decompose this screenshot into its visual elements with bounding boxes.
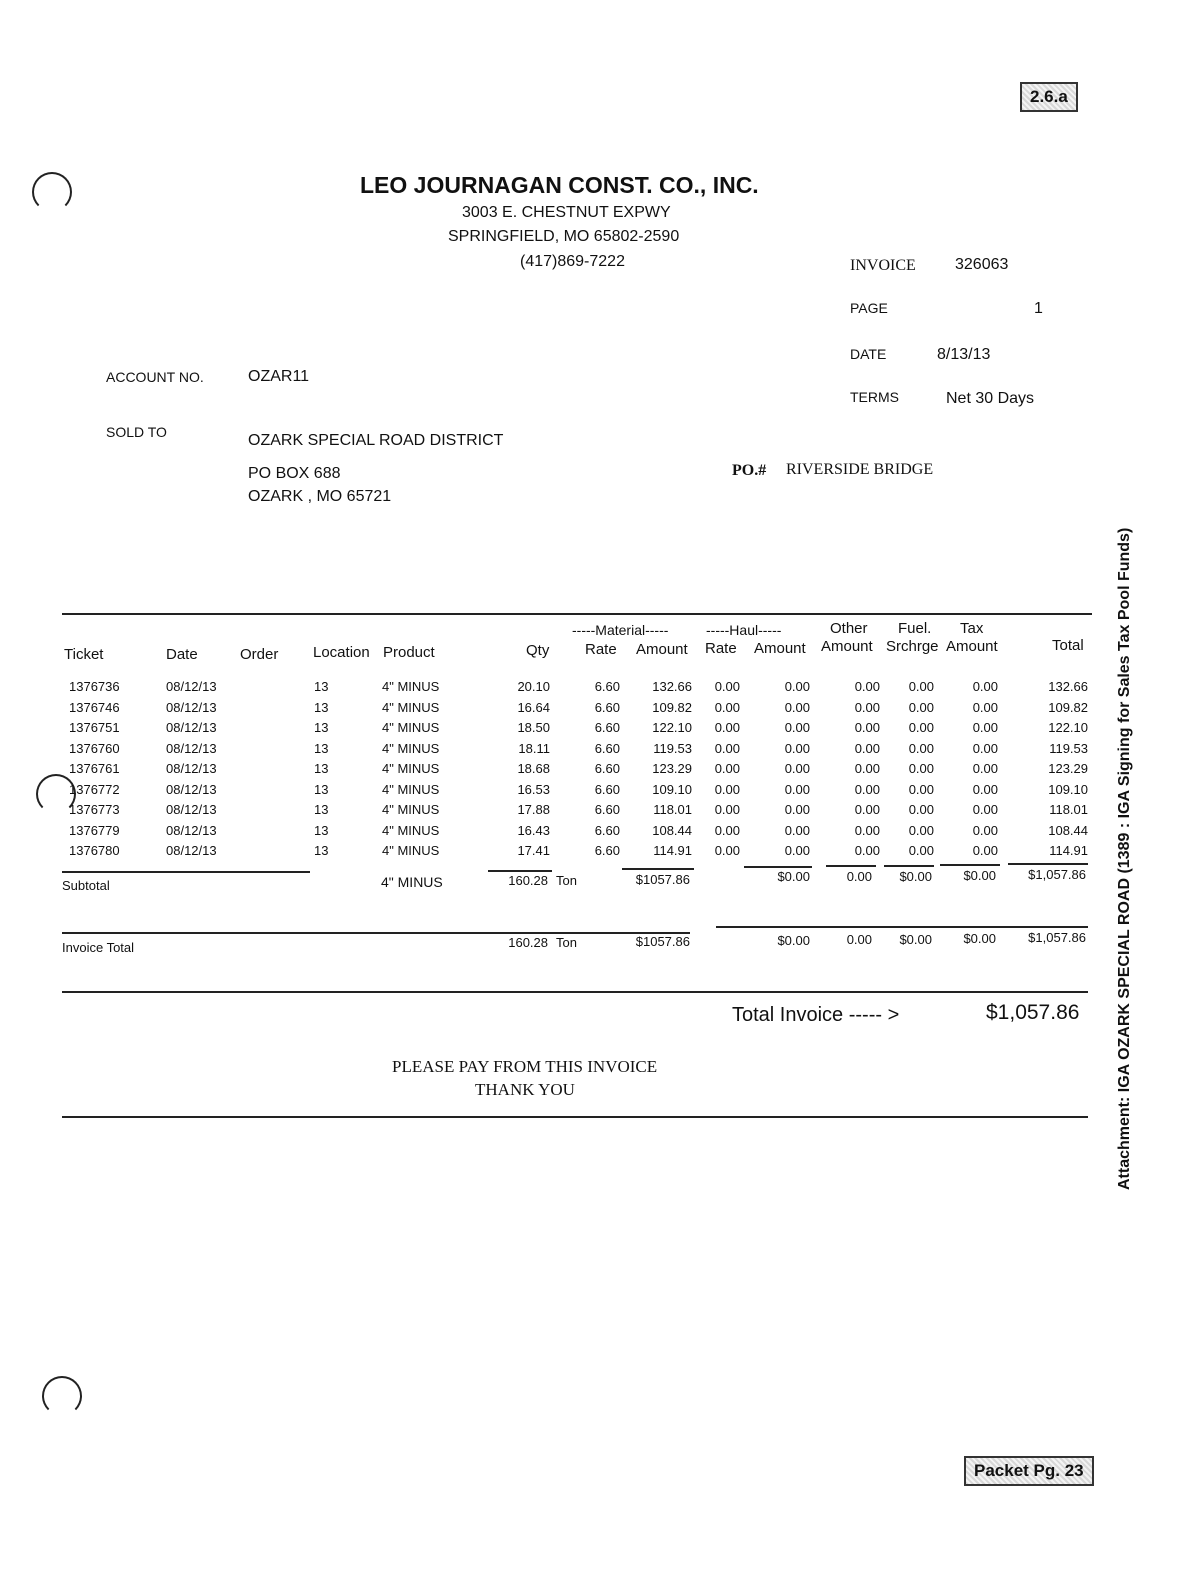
header-other-top: Other <box>830 620 868 637</box>
cell-fuel-surcharge: 0.00 <box>908 761 934 776</box>
cell-date: 08/12/13 <box>166 843 217 858</box>
cell-haul-rate: 0.00 <box>714 740 740 756</box>
cell-date: 08/12/13 <box>166 781 217 797</box>
header-material-rate: Rate <box>585 641 617 658</box>
cell-haul-rate: 0.00 <box>714 679 740 694</box>
header-other-amount: Amount <box>821 638 873 655</box>
cell-product: 4" MINUS <box>382 843 440 858</box>
subtotal-qty: 160.28 <box>508 873 548 888</box>
po-value: RIVERSIDE BRIDGE <box>786 461 934 478</box>
cell-tax-amount: 0.00 <box>972 802 998 817</box>
cell-material-amount: 132.66 <box>652 679 692 694</box>
cell-material-amount: 118.01 <box>653 802 692 817</box>
invoice-total-fuel: $0.00 <box>899 932 932 947</box>
hole-punch-top <box>32 172 72 212</box>
header-haul-amount: Amount <box>754 640 806 657</box>
cell-product: 4" MINUS <box>382 679 440 694</box>
invoice-total-total: $1,057.86 <box>1028 930 1086 945</box>
invoice-total-haul-amount: $0.00 <box>777 933 810 948</box>
cell-qty: 20.10 <box>517 679 550 694</box>
invoice-total-tax: $0.00 <box>963 931 996 946</box>
cell-location: 13 <box>314 822 329 838</box>
cell-ticket: 1376780 <box>69 843 120 858</box>
cell-other-amount: 0.00 <box>854 802 880 817</box>
cell-tax-amount: 0.00 <box>972 720 998 735</box>
cell-material-amount: 119.53 <box>653 740 692 756</box>
cell-total: 118.01 <box>1049 802 1088 817</box>
cell-qty: 17.41 <box>517 843 550 858</box>
cell-fuel-surcharge: 0.00 <box>908 720 934 735</box>
cell-other-amount: 0.00 <box>854 740 880 756</box>
subtotal-total: $1,057.86 <box>1028 867 1086 882</box>
cell-ticket: 1376736 <box>69 679 120 694</box>
cell-qty: 16.43 <box>517 822 550 838</box>
cell-qty: 18.68 <box>517 761 550 776</box>
cell-qty: 18.50 <box>517 720 550 735</box>
company-address-1: 3003 E. CHESTNUT EXPWY <box>462 204 671 221</box>
cell-fuel-surcharge: 0.00 <box>908 679 934 694</box>
subtotal-other: 0.00 <box>846 869 872 884</box>
cell-haul-amount: 0.00 <box>784 781 810 797</box>
invoice-total-label: Invoice Total <box>62 940 135 955</box>
cell-location: 13 <box>314 802 329 817</box>
cell-haul-rate: 0.00 <box>714 843 740 858</box>
cell-haul-rate: 0.00 <box>714 720 740 735</box>
account-number: OZAR11 <box>248 368 310 385</box>
attachment-side-note: Attachment: IGA OZARK SPECIAL ROAD (1389 : IGA Signing for Sales Tax Pool Funds) <box>1116 527 1133 1190</box>
cell-other-amount: 0.00 <box>854 699 880 715</box>
cell-tax-amount: 0.00 <box>972 699 998 715</box>
cell-location: 13 <box>314 720 329 735</box>
cell-other-amount: 0.00 <box>854 843 880 858</box>
header-order: Order <box>240 646 279 663</box>
cell-date: 08/12/13 <box>166 699 217 715</box>
grand-total-amount: $1,057.86 <box>986 1001 1080 1024</box>
cell-material-amount: 109.10 <box>652 781 692 797</box>
sold-to-label: SOLD TO <box>106 424 167 440</box>
cell-material-rate: 6.60 <box>594 740 620 756</box>
header-date: Date <box>166 646 198 663</box>
cell-date: 08/12/13 <box>166 740 217 756</box>
footer-thank-you: THANK YOU <box>475 1080 575 1099</box>
cell-fuel-surcharge: 0.00 <box>908 822 934 838</box>
header-haul-rate: Rate <box>705 640 737 657</box>
group-material-label: -----Material----- <box>572 622 669 638</box>
cell-total: 108.44 <box>1048 822 1088 838</box>
cell-product: 4" MINUS <box>382 699 440 715</box>
hole-punch-bottom <box>42 1376 82 1416</box>
po-label: PO.# <box>732 462 767 479</box>
customer-address-2: OZARK , MO 65721 <box>248 488 392 505</box>
subtotal-rule-tax <box>940 864 1000 866</box>
subtotal-fuel: $0.00 <box>899 869 932 884</box>
cell-fuel-surcharge: 0.00 <box>908 781 934 797</box>
company-name: LEO JOURNAGAN CONST. CO., INC. <box>360 172 759 198</box>
cell-haul-amount: 0.00 <box>784 699 810 715</box>
subtotal-rule-material <box>622 868 694 870</box>
cell-material-rate: 6.60 <box>594 699 620 715</box>
cell-product: 4" MINUS <box>382 761 440 776</box>
cell-fuel-surcharge: 0.00 <box>908 802 934 817</box>
cell-material-rate: 6.60 <box>594 679 620 694</box>
subtotal-rule-haul <box>744 866 812 868</box>
attachment-stamp: 2.6.a <box>1020 82 1078 112</box>
header-ticket: Ticket <box>64 646 104 663</box>
header-location: Location <box>313 644 370 661</box>
footer-pay-note: PLEASE PAY FROM THIS INVOICE <box>392 1057 658 1076</box>
cell-date: 08/12/13 <box>166 802 217 817</box>
subtotal-rule-qty <box>488 870 552 872</box>
cell-material-rate: 6.60 <box>594 822 620 838</box>
table-top-rule <box>62 613 1092 615</box>
cell-other-amount: 0.00 <box>854 679 880 694</box>
cell-date: 08/12/13 <box>166 720 217 735</box>
cell-material-amount: 108.44 <box>652 822 692 838</box>
cell-ticket: 1376779 <box>69 822 120 838</box>
cell-tax-amount: 0.00 <box>972 843 998 858</box>
customer-address-1: PO BOX 688 <box>248 465 341 482</box>
cell-material-rate: 6.60 <box>594 720 620 735</box>
invoice-date: 8/13/13 <box>937 346 991 363</box>
cell-tax-amount: 0.00 <box>972 761 998 776</box>
customer-name: OZARK SPECIAL ROAD DISTRICT <box>248 432 504 449</box>
cell-product: 4" MINUS <box>382 740 440 756</box>
cell-other-amount: 0.00 <box>854 761 880 776</box>
subtotal-product: 4" MINUS <box>381 874 443 890</box>
invoice-total-material-amount: $1057.86 <box>635 934 690 949</box>
cell-ticket: 1376773 <box>69 802 120 817</box>
packet-page-stamp: Packet Pg. 23 <box>964 1456 1094 1486</box>
header-material-amount: Amount <box>636 641 688 658</box>
cell-qty: 16.64 <box>517 699 550 715</box>
cell-location: 13 <box>314 843 329 858</box>
cell-haul-amount: 0.00 <box>784 822 810 838</box>
cell-product: 4" MINUS <box>382 720 440 735</box>
cell-haul-amount: 0.00 <box>784 802 810 817</box>
cell-total: 114.91 <box>1049 843 1088 858</box>
terms-label: TERMS <box>850 389 899 405</box>
cell-ticket: 1376772 <box>69 781 120 797</box>
cell-haul-amount: 0.00 <box>784 761 810 776</box>
cell-ticket: 1376746 <box>69 699 120 715</box>
cell-location: 13 <box>314 699 329 715</box>
cell-material-amount: 123.29 <box>652 761 692 776</box>
header-fuel-top: Fuel. <box>898 620 932 637</box>
page-label: PAGE <box>850 300 888 316</box>
terms-value: Net 30 Days <box>946 390 1035 407</box>
cell-haul-amount: 0.00 <box>784 679 810 694</box>
footer-rule <box>62 1116 1088 1118</box>
cell-total: 122.10 <box>1048 720 1088 735</box>
cell-total: 109.10 <box>1048 781 1088 797</box>
subtotal-rule-left <box>62 871 310 873</box>
invoice-total-rule-left <box>62 932 690 934</box>
cell-date: 08/12/13 <box>166 761 217 776</box>
invoice-total-unit: Ton <box>556 935 577 950</box>
grand-total-rule <box>62 991 1088 993</box>
cell-material-rate: 6.60 <box>594 781 620 797</box>
subtotal-rule-total <box>1008 863 1088 865</box>
cell-material-rate: 6.60 <box>594 843 620 858</box>
page-number: 1 <box>1034 300 1043 317</box>
invoice-total-qty: 160.28 <box>508 935 548 950</box>
company-address-2: SPRINGFIELD, MO 65802-2590 <box>448 228 680 245</box>
header-tax-amount: Amount <box>946 638 998 655</box>
cell-product: 4" MINUS <box>382 822 440 838</box>
cell-tax-amount: 0.00 <box>972 781 998 797</box>
cell-material-amount: 109.82 <box>652 699 692 715</box>
header-fuel-surcharge: Srchrge <box>886 638 939 655</box>
cell-qty: 18.11 <box>518 740 550 756</box>
cell-material-amount: 122.10 <box>652 720 692 735</box>
cell-haul-amount: 0.00 <box>784 740 810 756</box>
invoice-number: 326063 <box>955 256 1009 273</box>
cell-qty: 17.88 <box>517 802 550 817</box>
cell-location: 13 <box>314 761 329 776</box>
cell-ticket: 1376761 <box>69 761 120 776</box>
company-phone: (417)869-7222 <box>520 253 625 270</box>
subtotal-material-amount: $1057.86 <box>635 872 690 887</box>
group-haul-label: -----Haul----- <box>706 622 782 638</box>
cell-ticket: 1376751 <box>69 720 120 735</box>
date-label: DATE <box>850 346 887 362</box>
cell-haul-amount: 0.00 <box>784 843 810 858</box>
cell-tax-amount: 0.00 <box>972 679 998 694</box>
cell-other-amount: 0.00 <box>854 822 880 838</box>
cell-material-rate: 6.60 <box>594 802 620 817</box>
header-qty: Qty <box>526 642 550 659</box>
cell-haul-rate: 0.00 <box>714 822 740 838</box>
cell-fuel-surcharge: 0.00 <box>908 699 934 715</box>
cell-haul-rate: 0.00 <box>714 761 740 776</box>
cell-location: 13 <box>314 781 329 797</box>
header-total: Total <box>1052 637 1084 654</box>
account-label: ACCOUNT NO. <box>106 369 204 385</box>
header-product: Product <box>383 644 435 661</box>
cell-haul-rate: 0.00 <box>714 699 740 715</box>
cell-material-amount: 114.91 <box>653 843 692 858</box>
subtotal-rule-other <box>826 865 876 867</box>
cell-total: 109.82 <box>1048 699 1088 715</box>
grand-total-label: Total Invoice ----- > <box>732 1004 900 1026</box>
cell-other-amount: 0.00 <box>854 781 880 797</box>
subtotal-haul-amount: $0.00 <box>777 869 810 884</box>
invoice-total-rule-right <box>716 926 1088 928</box>
cell-tax-amount: 0.00 <box>972 740 998 756</box>
cell-qty: 16.53 <box>517 781 550 797</box>
cell-total: 132.66 <box>1048 679 1088 694</box>
cell-haul-rate: 0.00 <box>714 781 740 797</box>
cell-total: 123.29 <box>1048 761 1088 776</box>
cell-material-rate: 6.60 <box>594 761 620 776</box>
cell-product: 4" MINUS <box>382 802 440 817</box>
cell-location: 13 <box>314 740 329 756</box>
cell-product: 4" MINUS <box>382 781 440 797</box>
cell-tax-amount: 0.00 <box>972 822 998 838</box>
cell-other-amount: 0.00 <box>854 720 880 735</box>
subtotal-rule-fuel <box>884 865 934 867</box>
cell-haul-rate: 0.00 <box>714 802 740 817</box>
subtotal-unit: Ton <box>556 873 577 888</box>
subtotal-tax: $0.00 <box>963 868 996 883</box>
invoice-label: INVOICE <box>850 257 916 274</box>
cell-fuel-surcharge: 0.00 <box>908 843 934 858</box>
cell-date: 08/12/13 <box>166 679 217 694</box>
cell-total: 119.53 <box>1049 740 1088 756</box>
cell-ticket: 1376760 <box>69 740 120 756</box>
subtotal-label: Subtotal <box>62 878 110 893</box>
cell-location: 13 <box>314 679 329 694</box>
cell-haul-amount: 0.00 <box>784 720 810 735</box>
invoice-total-other: 0.00 <box>846 932 872 947</box>
header-tax-top: Tax <box>960 620 984 637</box>
cell-date: 08/12/13 <box>166 822 217 838</box>
cell-fuel-surcharge: 0.00 <box>908 740 934 756</box>
